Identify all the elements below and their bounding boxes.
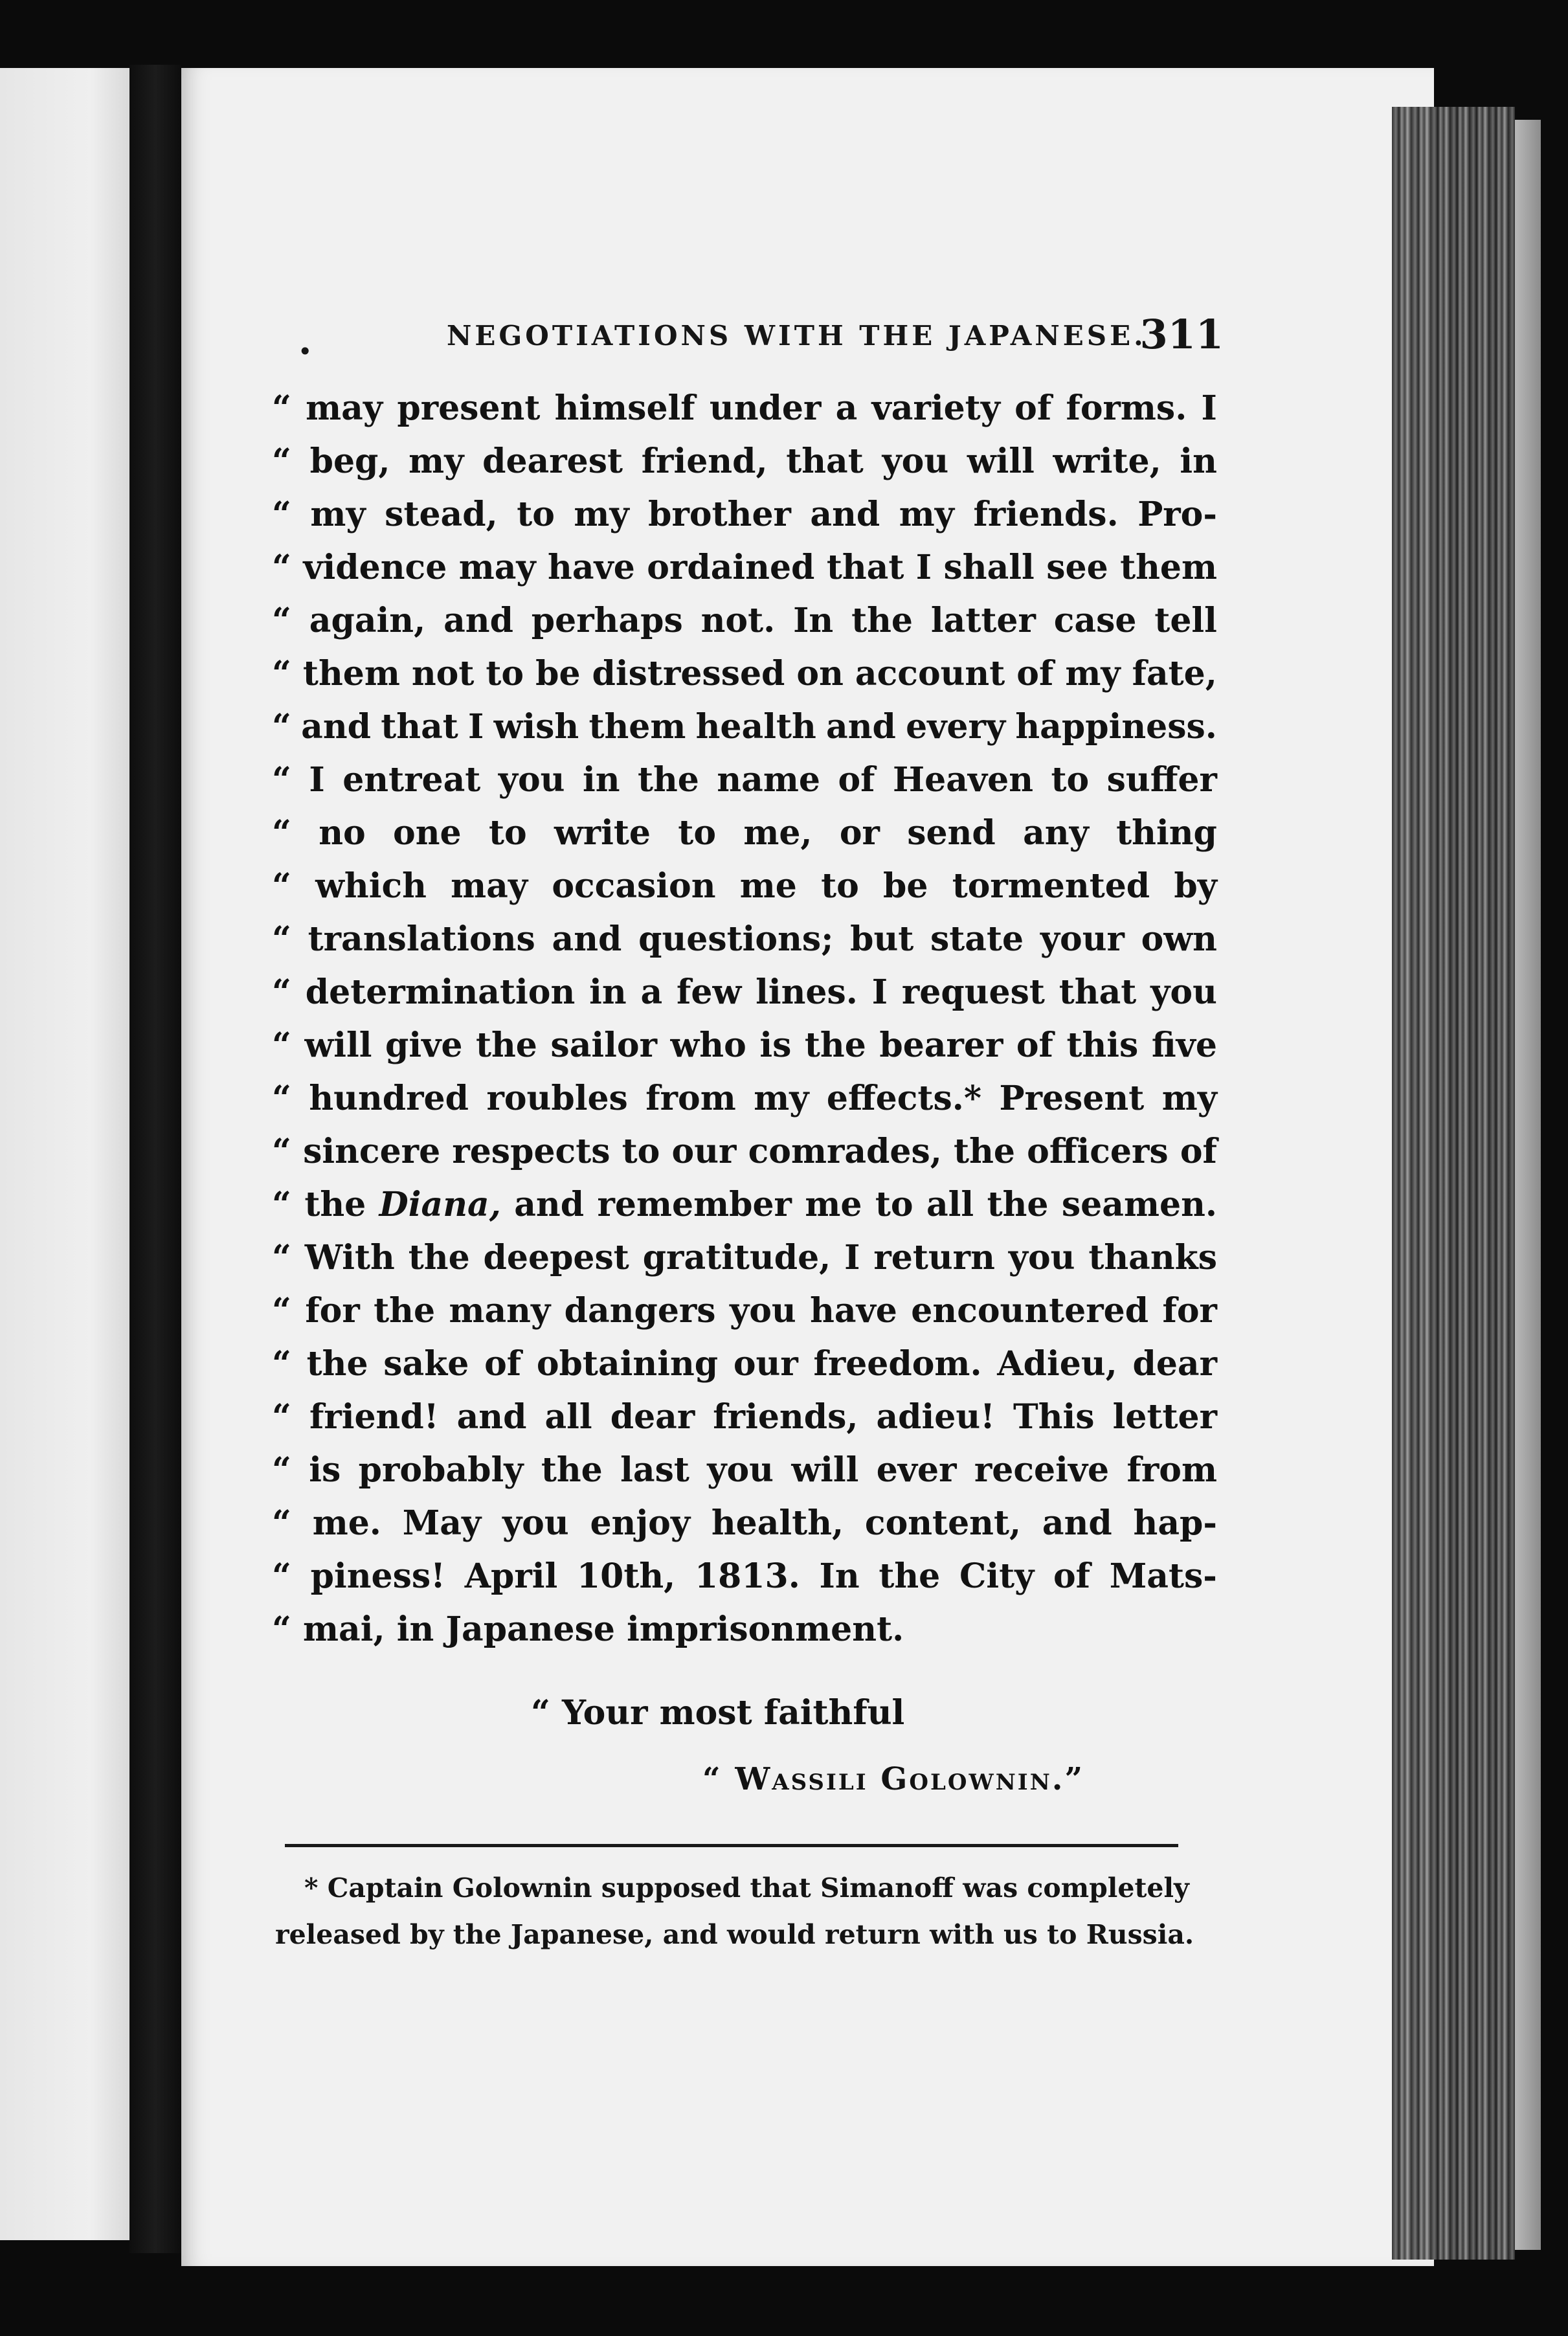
text-line: “ may present himself under a variety of forms. I	[272, 388, 1217, 428]
text-line: “ hundred roubles from my effects.* Present my	[272, 1079, 1217, 1118]
text-line: “ is probably the last you will ever receive from	[272, 1450, 1217, 1490]
text-line: “ for the many dangers you have encountered for	[272, 1291, 1217, 1331]
text-line: “ the Diana, and remember me to all the seamen.	[272, 1185, 1217, 1224]
page-number: 311	[1139, 311, 1224, 358]
cover-edge	[1515, 120, 1541, 2250]
letter-closing: “ Your most faithful	[531, 1693, 905, 1733]
running-head	[291, 311, 1224, 369]
page-block-edge	[1392, 107, 1515, 2260]
book-gutter	[129, 65, 181, 2253]
text-line: “ my stead, to my brother and my friends. Pro-	[272, 495, 1217, 534]
letter-body	[272, 382, 1217, 1656]
text-line: “ I entreat you in the name of Heaven to suffer	[272, 760, 1217, 800]
text-line: “ mai, in Japanese imprisonment.	[272, 1610, 904, 1649]
footnote-line: released by the Japanese, and would return with us to Russia.	[275, 1919, 1194, 1950]
letter-signature: “ Wassili Golownin.”	[702, 1761, 1085, 1797]
text-line: “ With the deepest gratitude, I return you thanks	[272, 1238, 1217, 1277]
text-line: “ which may occasion me to be tormented by	[272, 866, 1217, 906]
footnote	[275, 1865, 1194, 1958]
text-line: “ them not to be distressed on account of my fate,	[272, 654, 1217, 693]
text-line: “ the sake of obtaining our freedom. Adieu, dear	[272, 1344, 1217, 1384]
text-line: “ sincere respects to our comrades, the officers of	[272, 1132, 1217, 1171]
text-line: “ will give the sailor who is the bearer of this five	[272, 1026, 1217, 1065]
text-line: “ vidence may have ordained that I shall see them	[272, 548, 1217, 587]
text-line: “ no one to write to me, or send any thing	[272, 813, 1217, 853]
text-line: “ determination in a few lines. I request that you	[272, 972, 1217, 1012]
text-line: “ friend! and all dear friends, adieu! This letter	[272, 1397, 1217, 1437]
text-line: “ and that I wish them health and every happiness.	[272, 707, 1217, 747]
text-line: “ me. May you enjoy health, content, and hap-	[272, 1503, 1217, 1543]
footnote-rule	[285, 1844, 1178, 1847]
text-line: “ piness! April 10th, 1813. In the City of Mats-	[272, 1556, 1217, 1596]
text-line: “ beg, my dearest friend, that you will write, in	[272, 442, 1217, 481]
running-head-title: NEGOTIATIONS WITH THE JAPANESE.	[447, 320, 1147, 352]
text-line: “ translations and questions; but state your own	[272, 919, 1217, 959]
running-head-bullet: •	[298, 337, 313, 366]
footnote-line: * Captain Golownin supposed that Simanoff was completely	[304, 1872, 1189, 1904]
facing-page-edge	[0, 68, 129, 2240]
text-line: “ again, and perhaps not. In the latter case tell	[272, 601, 1217, 640]
